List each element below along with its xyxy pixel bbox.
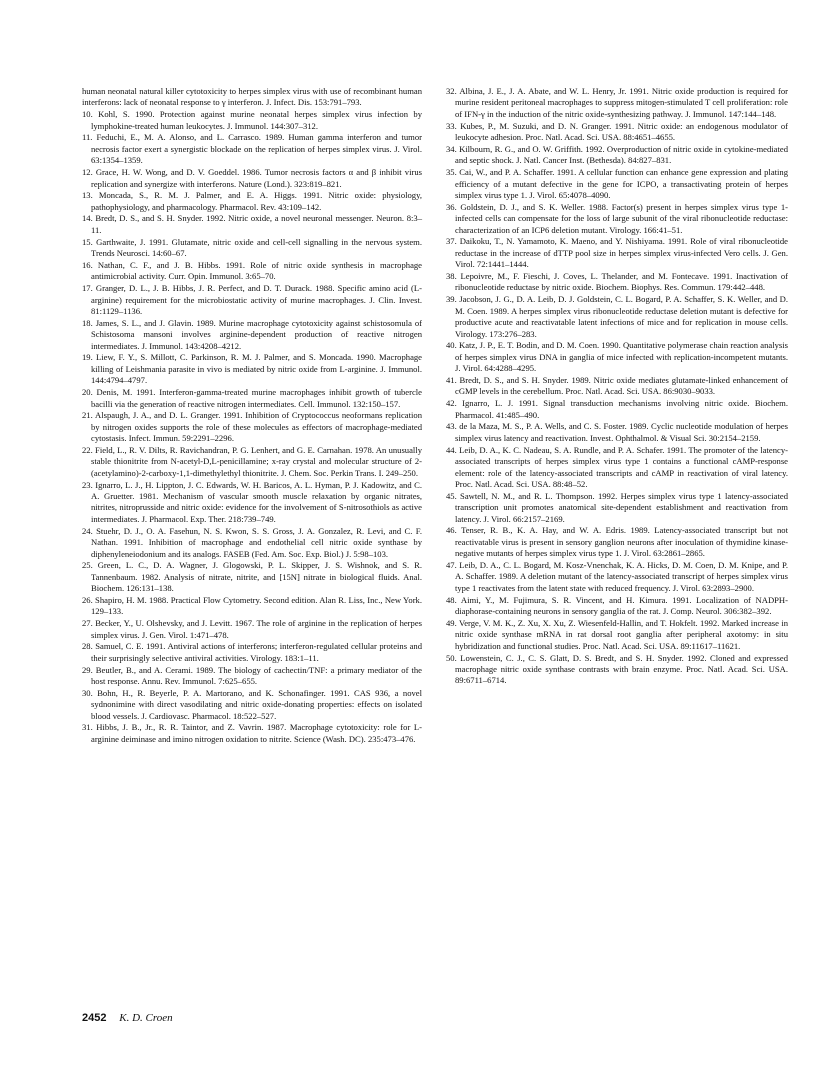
reference-entry: 13. Moncada, S., R. M. J. Palmer, and E. A. Higgs. 1991. Nitric oxide: physiology, pathophysiology, and pharmacology. Pharmacol. Rev. 43:109–142. — [82, 190, 422, 212]
reference-entry: 44. Leib, D. A., K. C. Nadeau, S. A. Rundle, and P. A. Schafer. 1991. The promoter of the latency-associated transcripts of herpes simplex virus type 1 contains a functional cAMP-response element: role of the latency-associated transcripts and cAMP in reactivation of viral latency. Proc. Natl. Acad. Sci. USA. 88:48–52. — [446, 444, 788, 489]
reference-entry: 17. Granger, D. L., J. B. Hibbs, J. R. Perfect, and D. T. Durack. 1988. Specific amino acid (L-arginine) requirement for the microbiostatic activity of murine macrophages. J. Clin. Invest. 81:1129–1136. — [82, 283, 422, 316]
reference-entry: 36. Goldstein, D. J., and S. K. Weller. 1988. Factor(s) present in herpes simplex virus type 1-infected cells can compensate for the loss of large subunit of the viral ribonucleotide reductase: characterization of an ICP6 deletion mutant. Virology. 166:41–51. — [446, 201, 788, 235]
reference-entry: 39. Jacobson, J. G., D. A. Leib, D. J. Goldstein, C. L. Bogard, P. A. Schaffer, S. K. Weller, and D. M. Coen. 1989. A herpes simplex virus ribonucleotide reductase deletion mutant is defective for productive acute and reactivatable latent infections of mice and for replication in mouse cells. Virology. 173:276–283. — [446, 294, 788, 339]
reference-entry: 48. Aimi, Y., M. Fujimura, S. R. Vincent, and H. Kimura. 1991. Localization of NADPH-diaphorase-containing neurons in sensory ganglia of the rat. J. Comp. Neurol. 306:382–392. — [446, 594, 788, 617]
reference-entry: 49. Verge, V. M. K., Z. Xu, X. Xu, Z. Wiesenfeld-Hallin, and T. Hokfelt. 1992. Marked increase in nitric oxide synthase mRNA in rat dorsal root ganglia after peripheral axotomy: in situ hybridization and functional studies. Proc. Natl. Acad. Sci. USA. 89:11617–11621. — [446, 617, 788, 651]
reference-entry: human neonatal natural killer cytotoxicity to herpes simplex virus with use of recombinant human interferons: lack of neonatal response to γ interferon. J. Infect. Dis. 153:791–793. — [82, 86, 422, 108]
reference-entry: 15. Garthwaite, J. 1991. Glutamate, nitric oxide and cell-cell signalling in the nervous system. Trends Neurosci. 14:60–67. — [82, 236, 422, 259]
page-footer — [82, 1012, 173, 1024]
reference-entry: 34. Kilbourn, R. G., and O. W. Griffith. 1992. Overproduction of nitric oxide in cytokine-mediated and septic shock. J. Natl. Cancer Inst. (Bethesda). 84:827–831. — [446, 143, 788, 166]
reference-entry: 24. Stuehr, D. J., O. A. Fasehun, N. S. Kwon, S. S. Gross, J. A. Gonzalez, R. Levi, and C. F. Nathan. 1991. Inhibition of macrophage and endothelial cell nitric oxide synthase by diphenyleneiodonium and its analogs. FASEB (Fed. Am. Soc. Exp. Biol.) J. 5:98–103. — [82, 525, 422, 559]
reference-entry: 25. Green, L. C., D. A. Wagner, J. Glogowski, P. L. Skipper, J. S. Wishnok, and S. R. Tannenbaum. 1982. Analysis of nitrate, nitrite, and [15N] nitrate in biological fluids. Anal. Biochem. 126:131–138. — [82, 560, 422, 594]
reference-entry: 35. Cai, W., and P. A. Schaffer. 1991. A cellular function can enhance gene expression and plating efficiency of a mutant defective in the gene for ICPO, a transactivating protein of herpes simplex virus type 1. J. Virol. 65:4078–4090. — [446, 167, 788, 200]
reference-entry: 28. Samuel, C. E. 1991. Antiviral actions of interferons; interferon-regulated cellular proteins and their surprisingly selective antiviral activities. Virology. 183:1–11. — [82, 641, 422, 663]
reference-entry: 21. Alspaugh, J. A., and D. L. Granger. 1991. Inhibition of Cryptococcus neoformans replication by nitrogen oxides supports the role of these molecules as effectors of macrophage-mediated cytostasis. Infect. Immun. 59:2291–2296. — [82, 410, 422, 444]
reference-entry: 19. Liew, F. Y., S. Millott, C. Parkinson, R. M. J. Palmer, and S. Moncada. 1990. Macrophage killing of Leishmania parasite in vivo is mediated by nitric oxide from L-arginine. J. Immunol. 144:4794–4797. — [82, 352, 422, 386]
reference-entry: 14. Bredt, D. S., and S. H. Snyder. 1992. Nitric oxide, a novel neuronal messenger. Neuron. 8:3–11. — [82, 213, 422, 235]
reference-entry: 11. Feduchi, E., M. A. Alonso, and L. Carrasco. 1989. Human gamma interferon and tumor necrosis factor exert a synergistic blockade on the replication of herpes simplex virus. J. Virol. 63:1354–1359. — [82, 132, 422, 166]
references-right-column — [446, 86, 788, 687]
reference-entry: 20. Denis, M. 1991. Interferon-gamma-treated murine macrophages inhibit growth of tubercle bacilli via the generation of reactive nitrogen intermediates. Cell. Immunol. 132:150–157. — [82, 387, 422, 409]
reference-entry: 40. Katz, J. P., E. T. Bodin, and D. M. Coen. 1990. Quantitative polymerase chain reaction analysis of herpes simplex virus DNA in ganglia of mice infected with replication-incompetent mutants. J. Virol. 64:4288–4295. — [446, 340, 788, 374]
references-left-column — [82, 86, 422, 746]
running-author: K. D. Croen — [119, 1012, 173, 1024]
reference-entry: 33. Kubes, P., M. Suzuki, and D. N. Granger. 1991. Nitric oxide: an endogenous modulator of leukocyte adhesion. Proc. Natl. Acad. Sci. USA. 88:4651–4655. — [446, 120, 788, 143]
reference-entry: 46. Tenser, R. B., K. A. Hay, and W. A. Edris. 1989. Latency-associated transcript but not reactivatable virus is present in sensory ganglion neurons after inoculation of thymidine kinase-negative mutants of herpes simplex virus type 1. J. Virol. 63:2861–2865. — [446, 525, 788, 559]
reference-entry: 31. Hibbs, J. B., Jr., R. R. Taintor, and Z. Vavrin. 1987. Macrophage cytotoxicity: role for L-arginine deiminase and imino nitrogen oxidation to nitrite. Science (Wash. DC). 235:473–476. — [82, 722, 422, 744]
reference-entry: 27. Becker, Y., U. Olshevsky, and J. Levitt. 1967. The role of arginine in the replication of herpes simplex virus. J. Gen. Virol. 1:471–478. — [82, 618, 422, 640]
reference-entry: 16. Nathan, C. F., and J. B. Hibbs. 1991. Role of nitric oxide synthesis in macrophage antimicrobial activity. Curr. Opin. Immunol. 3:65–70. — [82, 259, 422, 282]
reference-entry: 50. Lowenstein, C. J., C. S. Glatt, D. S. Bredt, and S. H. Snyder. 1992. Cloned and expressed macrophage nitric oxide synthase contrasts with brain enzyme. Proc. Natl. Acad. Sci. USA. 89:6711–6714. — [446, 652, 788, 686]
reference-entry: 12. Grace, H. W. Wong, and D. V. Goeddel. 1986. Tumor necrosis factors α and β inhibit virus replication and synergize with interferons. Nature (Lond.). 323:819–821. — [82, 167, 422, 189]
reference-entry: 30. Bohn, H., R. Beyerle, P. A. Martorano, and K. Schonafinger. 1991. CAS 936, a novel sydnonimine with direct vasodilating and nitric oxide-donating properties: effects on isolated blood vessels. J. Cardiovasc. Pharmacol. 18:522–527. — [82, 687, 422, 721]
reference-entry: 41. Bredt, D. S., and S. H. Snyder. 1989. Nitric oxide mediates glutamate-linked enhancement of cGMP levels in the cerebellum. Proc. Natl. Acad. Sci. USA. 86:9030–9033. — [446, 375, 788, 397]
reference-entry: 37. Daikoku, T., N. Yamamoto, K. Maeno, and Y. Nishiyama. 1991. Role of viral ribonucleotide reductase in the increase of dTTP pool size in herpes simplex virus-infected Vero cells. J. Gen. Virol. 72:1441–1444. — [446, 236, 788, 270]
reference-entry: 32. Albina, J. E., J. A. Abate, and W. L. Henry, Jr. 1991. Nitric oxide production is required for murine resident peritoneal macrophages to suppress mitogen-stimulated T cell proliferation: role of IFN-γ in the induction of the nitric oxide-synthesizing pathway. J. Immunol. 147:144–148. — [446, 86, 788, 119]
reference-entry: 26. Shapiro, H. M. 1988. Practical Flow Cytometry. Second edition. Alan R. Liss, Inc., New York. 129–133. — [82, 594, 422, 617]
reference-entry: 42. Ignarro, L. J. 1991. Signal transduction mechanisms involving nitric oxide. Biochem. Pharmacol. 41:485–490. — [446, 398, 788, 420]
reference-entry: 45. Sawtell, N. M., and R. L. Thompson. 1992. Herpes simplex virus type 1 latency-associated transcription unit promotes anatomical site-dependent establishment and reactivation from latency. J. Virol. 66:2157–2169. — [446, 490, 788, 524]
page-number: 2452 — [82, 1012, 107, 1024]
reference-entry: 10. Kohl, S. 1990. Protection against murine neonatal herpes simplex virus infection by lymphokine-treated human leukocytes. J. Immunol. 144:307–312. — [82, 109, 422, 131]
reference-entry: 23. Ignarro, L. J., H. Lippton, J. C. Edwards, W. H. Baricos, A. L. Hyman, P. J. Kadowitz, and C. A. Gruetter. 1981. Mechanism of vascular smooth muscle relaxation by organic nitrates, nitrites, nitroprusside and nitric oxide: evidence for the involvement of S-nitrosothiols as active intermediates. J. Pharmacol. Exp. Ther. 218:739–749. — [82, 479, 422, 524]
reference-entry: 43. de la Maza, M. S., P. A. Wells, and C. S. Foster. 1989. Cyclic nucleotide modulation of herpes simplex virus latency and reactivation. Invest. Ophthalmol. & Visual Sci. 30:2154–2159. — [446, 421, 788, 443]
reference-entry: 18. James, S. L., and J. Glavin. 1989. Murine macrophage cytotoxicity against schistosomula of Schistosoma mansoni involves arginine-dependent production of reactive nitrogen intermediates. J. Immunol. 143:4208–4212. — [82, 317, 422, 351]
reference-entry: 22. Field, L., R. V. Dilts, R. Ravichandran, P. G. Lenhert, and G. E. Carnahan. 1978. An unusually stable thionitrite from N-acetyl-D,L-penicillamine; x-ray crystal and molecular structure of 2-(acetylamino)-2-carboxy-1,1-dimethylethyl thionitrite. J. Chem. Soc. Perkin Trans. I. 249–250. — [82, 444, 422, 478]
reference-entry: 38. Lepoivre, M., F. Fieschi, J. Coves, L. Thelander, and M. Fontecave. 1991. Inactivation of ribonucleotide reductase by nitric oxide. Biochem. Biophys. Res. Commun. 179:442–448. — [446, 271, 788, 293]
reference-entry: 29. Beutler, B., and A. Cerami. 1989. The biology of cachectin/TNF: a primary mediator of the host response. Annu. Rev. Immunol. 7:625–655. — [82, 664, 422, 687]
reference-entry: 47. Leib, D. A., C. L. Bogard, M. Kosz-Vnenchak, K. A. Hicks, D. M. Coen, D. M. Knipe, and P. A. Schaffer. 1989. A deletion mutant of the latency-associated transcript of herpes simplex virus type 1 reactivates from the latent state with reduced frequency. J. Virol. 63:2893–2900. — [446, 560, 788, 593]
